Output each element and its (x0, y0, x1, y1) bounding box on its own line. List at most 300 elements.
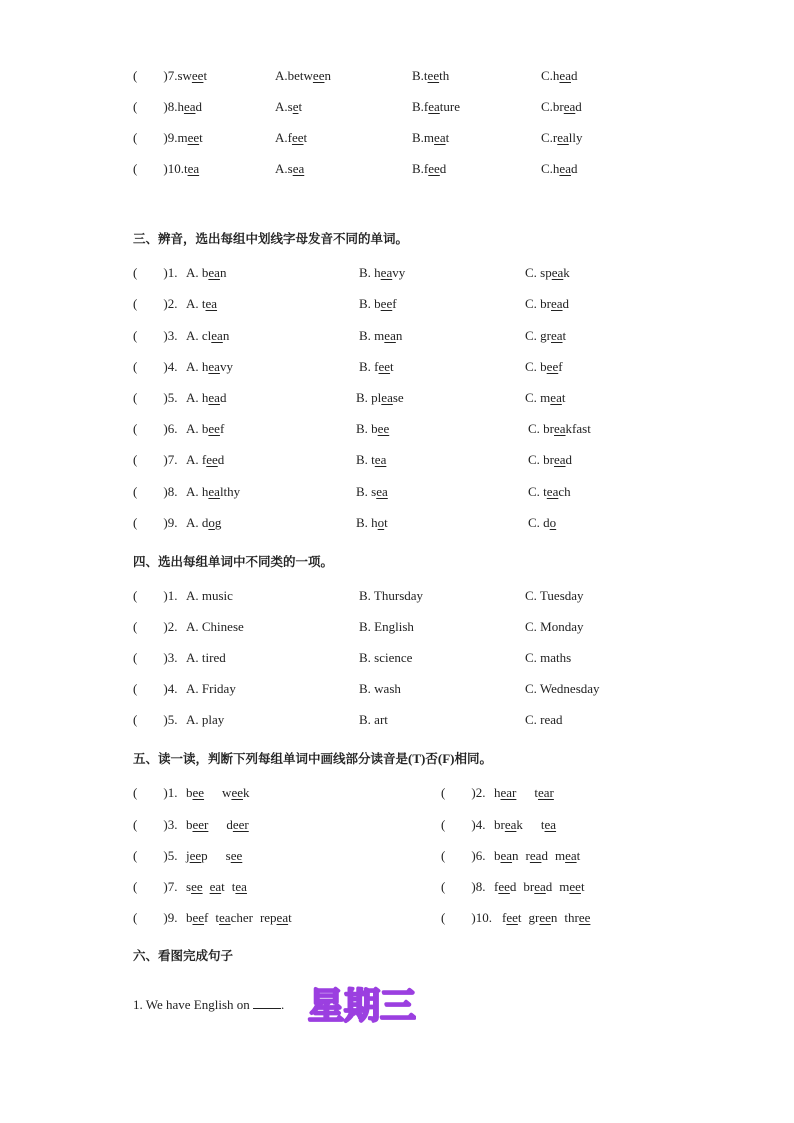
underlined-letters: ee (208, 421, 220, 436)
question-number: 8. (167, 99, 178, 114)
underlined-letters: ee (498, 879, 510, 894)
question-row (0, 263, 794, 283)
question-row (0, 66, 794, 86)
answer-blank[interactable] (133, 710, 177, 730)
word-part: lly (568, 130, 583, 145)
sentence-text: 1. We have English on (133, 997, 250, 1012)
word-part: f (204, 910, 209, 925)
word (534, 785, 554, 800)
open-paren: ( (133, 99, 138, 114)
option-a: A. Friday (186, 681, 236, 696)
option-a: A. tired (186, 650, 226, 665)
word-part: m (554, 848, 566, 863)
underlined-letters: ee (191, 879, 203, 894)
open-paren: ( (133, 359, 138, 374)
underlined-letters: ee (206, 452, 218, 467)
close-paren: ) (163, 421, 168, 436)
underlined-letters: ea (551, 265, 564, 280)
word-part: t (221, 879, 225, 894)
open-paren: ( (133, 265, 138, 280)
open-paren: ( (441, 785, 446, 800)
word-part: d (541, 848, 548, 863)
word-group (186, 815, 267, 835)
underlined-letters: ea (551, 328, 563, 343)
answer-blank[interactable] (133, 159, 199, 179)
question-number: 10. (167, 161, 184, 176)
word (529, 910, 558, 925)
underlined-letters: ee (191, 68, 204, 83)
question-row (0, 908, 794, 928)
answer-blank[interactable] (441, 908, 492, 928)
underlined-letters: ea (292, 161, 305, 176)
word (186, 848, 208, 863)
word-part: A. cl (186, 328, 212, 343)
underlined-letters: ear (500, 785, 517, 800)
close-paren: ) (163, 848, 168, 863)
option-c (541, 66, 577, 86)
word-part: thr (564, 910, 579, 925)
word (494, 848, 519, 863)
word-part: t (390, 359, 394, 374)
word-part: A. d (186, 515, 209, 530)
answer-blank[interactable] (133, 846, 177, 866)
word-part: t (562, 328, 567, 343)
word-part: C. br (525, 296, 551, 311)
question-word (184, 161, 199, 176)
word-part: r (525, 848, 530, 863)
question-number: 2. (167, 619, 178, 634)
underlined-letters: ee (187, 130, 200, 145)
option-c (528, 419, 591, 439)
underlined-letters: ea (534, 879, 546, 894)
word-part: A.betw (275, 68, 313, 83)
question-row (0, 294, 794, 314)
underlined-letters: ee (539, 910, 551, 925)
open-paren: ( (133, 484, 138, 499)
heading-part: (F) (437, 751, 455, 766)
underlined-letters: ea (554, 452, 566, 467)
question-number: 2. (167, 296, 178, 311)
word-part: d (575, 99, 582, 114)
underlined-letters: ea (208, 265, 220, 280)
underlined-letters: ee (231, 785, 243, 800)
option-a (186, 388, 226, 408)
word-part: b (186, 785, 193, 800)
word (494, 785, 516, 800)
word-part: A.s (275, 99, 293, 114)
word (541, 817, 556, 832)
underlined-letters: ea (550, 390, 562, 405)
underlined-letters: ee (192, 785, 205, 800)
option-c (528, 482, 571, 502)
option-c: C. maths (525, 650, 572, 665)
word-part: B. h (359, 265, 381, 280)
sentence-end: . (281, 997, 285, 1012)
word-part: n (222, 328, 230, 343)
option-b (356, 419, 389, 439)
open-paren: ( (133, 328, 138, 343)
word-part: t (445, 130, 450, 145)
question-row (0, 846, 794, 866)
word-part: t (534, 785, 538, 800)
underlined-letters: ea (205, 296, 218, 311)
answer-blank[interactable] (133, 815, 177, 835)
option-a (275, 159, 304, 179)
question-number: 3. (167, 650, 178, 665)
option-c (525, 263, 570, 283)
question-row (0, 128, 794, 148)
word-part: cher (230, 910, 253, 925)
word-part: d (562, 296, 570, 311)
word-part: t (561, 390, 566, 405)
option-a (186, 513, 221, 533)
question-row (0, 419, 794, 439)
answer-blank[interactable] (133, 586, 177, 606)
question-number: 8. (167, 484, 178, 499)
picture-text: 星期三 (308, 986, 416, 1027)
answer-blank[interactable] (133, 66, 207, 86)
word-part: th (439, 68, 450, 83)
word (555, 848, 580, 863)
question-number: 7. (167, 452, 178, 467)
option-a (275, 128, 307, 148)
answer-blank[interactable] (133, 97, 202, 117)
word-group (502, 908, 597, 928)
underlined-letters: ea (276, 910, 289, 925)
question-row (0, 513, 794, 533)
close-paren: ) (163, 588, 168, 603)
option-a (186, 419, 224, 439)
question-word (177, 68, 207, 83)
wednesday-picture-art (306, 978, 416, 1028)
question-number: 5. (167, 848, 178, 863)
underlined-letters: ea (434, 130, 446, 145)
underlined-letters: ea (563, 99, 576, 114)
word-part: ture (439, 99, 461, 114)
heading-part: 否 (425, 751, 438, 766)
word-part: A. t (186, 296, 206, 311)
word-part: t (199, 130, 203, 145)
word-part: d (195, 99, 202, 114)
wednesday-picture (306, 978, 416, 1028)
option-a: A. Chinese (186, 619, 244, 634)
open-paren: ( (133, 910, 138, 925)
question-row (0, 586, 794, 606)
underlined-letters: ea (559, 68, 571, 83)
open-paren: ( (133, 712, 138, 727)
word-part: j (186, 848, 190, 863)
word-part: f (502, 910, 507, 925)
word-part: A. h (186, 484, 209, 499)
word-part: d (570, 68, 578, 83)
word (186, 879, 203, 894)
word-group (186, 846, 260, 866)
word-part: C. d (528, 515, 550, 530)
open-paren: ( (133, 452, 138, 467)
option-b: B. wash (359, 681, 401, 696)
close-paren: ) (163, 484, 168, 499)
word-part: se (392, 390, 404, 405)
word-part: B. s (356, 484, 377, 499)
answer-blank[interactable] (133, 679, 177, 699)
word-part: b (186, 817, 193, 832)
answer-blank[interactable] (441, 877, 485, 897)
underlined-letters: ee (378, 359, 391, 374)
word-part: C. sp (525, 265, 552, 280)
open-paren: ( (441, 910, 446, 925)
heading-part: 相同。 (454, 751, 492, 766)
word-part: n (512, 848, 519, 863)
word-part: d (545, 879, 553, 894)
word-part: m (177, 130, 188, 145)
underlined-letters: ea (187, 161, 200, 176)
underlined-letters: ea (208, 359, 220, 374)
question-number: 8. (475, 879, 486, 894)
word-part: w (222, 785, 232, 800)
word-part: A. h (186, 359, 209, 374)
heading-part: 五、读一读，判断下列每组单词中画线部分读音是 (133, 751, 409, 766)
underlined-letters: ea (384, 328, 396, 343)
word-part: f (392, 296, 397, 311)
word-part: rep (259, 910, 277, 925)
word-part: gr (528, 910, 540, 925)
word-part: k (242, 785, 250, 800)
option-a (186, 357, 233, 377)
fill-sentence (133, 996, 284, 1013)
underlined-letters: ear (538, 785, 554, 800)
close-paren: ) (163, 296, 168, 311)
underlined-letters: ee (189, 848, 202, 863)
answer-blank[interactable] (441, 783, 485, 803)
underlined-letters: ea (529, 848, 542, 863)
word (494, 879, 516, 894)
underlined-letters: ee (428, 161, 440, 176)
question-row (0, 97, 794, 117)
question-row (0, 326, 794, 346)
word-part: t (298, 99, 303, 114)
question-row (0, 450, 794, 470)
word-part: h (494, 785, 501, 800)
option-b (356, 388, 404, 408)
underlined-letters: ee (377, 421, 390, 436)
answer-blank[interactable] (133, 419, 177, 439)
question-number: 4. (167, 681, 178, 696)
word-part: A. b (186, 421, 209, 436)
underlined-letters: ea (554, 421, 566, 436)
open-paren: ( (133, 390, 138, 405)
close-paren: ) (471, 910, 476, 925)
word-part: A.s (275, 161, 293, 176)
answer-blank[interactable] (133, 617, 177, 637)
word-part: d (217, 452, 225, 467)
word-part: B. f (359, 359, 379, 374)
word (564, 910, 590, 925)
underlined-letters: ea (544, 817, 557, 832)
answer-blank[interactable] (133, 294, 177, 314)
close-paren: ) (163, 359, 168, 374)
word-part: t (517, 910, 522, 925)
underlined-letters: ee (546, 359, 559, 374)
open-paren: ( (133, 650, 138, 665)
answer-line[interactable] (253, 996, 281, 1009)
question-number: 9. (167, 130, 178, 145)
open-paren: ( (133, 68, 138, 83)
close-paren: ) (471, 785, 476, 800)
word-group (494, 815, 574, 835)
answer-blank[interactable] (441, 815, 485, 835)
section-heading (133, 749, 492, 767)
underlined-letters: ea (565, 848, 577, 863)
underlined-letters: ea (208, 484, 220, 499)
close-paren: ) (471, 879, 476, 894)
word-part: B. t (356, 452, 375, 467)
answer-blank[interactable] (133, 357, 177, 377)
word-part: d (570, 161, 578, 176)
answer-blank[interactable] (133, 648, 177, 668)
underlined-letters: ea (500, 848, 513, 863)
word-part: d (226, 817, 233, 832)
underlined-letters: ee (291, 130, 304, 145)
close-paren: ) (163, 619, 168, 634)
question-row (0, 783, 794, 803)
word-part: A. b (186, 265, 209, 280)
word (523, 879, 552, 894)
word-part: br (523, 879, 535, 894)
open-paren: ( (133, 848, 138, 863)
word-part: A. h (186, 390, 209, 405)
open-paren: ( (133, 879, 138, 894)
answer-blank[interactable] (133, 326, 177, 346)
question-row (0, 159, 794, 179)
option-b (359, 263, 405, 283)
close-paren: ) (163, 99, 168, 114)
option-b (359, 294, 397, 314)
close-paren: ) (163, 910, 168, 925)
underlined-letters: eer (232, 817, 249, 832)
word-part: br (494, 817, 505, 832)
word-part: C.h (541, 161, 560, 176)
question-number: 6. (167, 421, 178, 436)
option-c (541, 128, 583, 148)
option-b (356, 482, 388, 502)
question-row (0, 357, 794, 377)
underlined-letters: ea (551, 296, 563, 311)
question-row (0, 617, 794, 637)
word-part: kfast (565, 421, 591, 436)
answer-blank[interactable] (133, 128, 203, 148)
option-a (186, 263, 226, 283)
word-part: t (183, 161, 188, 176)
word-part: n (395, 328, 403, 343)
option-a (186, 450, 224, 470)
option-c: C. read (525, 712, 563, 727)
word-part: g (214, 515, 222, 530)
underlined-letters: ea (208, 390, 220, 405)
question-row (0, 388, 794, 408)
option-a: A. music (186, 588, 233, 603)
answer-blank[interactable] (133, 908, 177, 928)
question-number: 5. (167, 390, 178, 405)
question-number: 10. (475, 910, 492, 925)
option-a: A. play (186, 712, 225, 727)
question-number: 1. (167, 785, 178, 800)
open-paren: ( (133, 161, 138, 176)
question-number: 5. (167, 712, 178, 727)
close-paren: ) (163, 328, 168, 343)
option-c (541, 97, 582, 117)
answer-blank[interactable] (133, 783, 177, 803)
underlined-letters: ea (381, 390, 393, 405)
answer-blank[interactable] (133, 513, 177, 533)
word (260, 910, 292, 925)
word (226, 848, 243, 863)
word (210, 879, 225, 894)
question-number: 3. (167, 817, 178, 832)
word-part: B.m (412, 130, 435, 145)
question-word (177, 99, 202, 114)
word-part: vy (219, 359, 233, 374)
section-heading: 六、看图完成句子 (133, 948, 234, 963)
option-c (528, 450, 572, 470)
word-part: sw (177, 68, 192, 83)
close-paren: ) (163, 452, 168, 467)
word (494, 817, 523, 832)
answer-blank[interactable] (133, 877, 177, 897)
word-part: b (494, 848, 501, 863)
word (186, 785, 204, 800)
close-paren: ) (163, 130, 168, 145)
word-part: t (288, 910, 292, 925)
word-part: d (509, 879, 517, 894)
word-part: B. m (359, 328, 385, 343)
option-c (525, 388, 565, 408)
question-number: 7. (167, 879, 178, 894)
question-number: 7. (167, 68, 178, 83)
underlined-letters: ea (557, 130, 569, 145)
word-part: d (439, 161, 447, 176)
answer-blank[interactable] (441, 846, 485, 866)
word-group (186, 908, 299, 928)
question-row (0, 710, 794, 730)
question-number: 9. (167, 910, 178, 925)
word-part: ch (558, 484, 571, 499)
close-paren: ) (163, 390, 168, 405)
word (186, 817, 208, 832)
close-paren: ) (471, 848, 476, 863)
word-part: s (186, 879, 192, 894)
answer-blank[interactable] (133, 388, 177, 408)
answer-blank[interactable] (133, 482, 177, 502)
answer-blank[interactable] (133, 450, 177, 470)
option-c (525, 294, 569, 314)
close-paren: ) (471, 817, 476, 832)
question-number: 3. (167, 328, 178, 343)
word-group (494, 846, 587, 866)
option-c (528, 513, 556, 533)
underlined-letters: ea (546, 484, 559, 499)
word-part: C. br (528, 421, 554, 436)
heading-part: (T) (408, 751, 426, 766)
question-number: 9. (167, 515, 178, 530)
word-part: h (177, 99, 184, 114)
underlined-letters: o (208, 515, 215, 530)
close-paren: ) (163, 650, 168, 665)
word (502, 910, 522, 925)
word-group (494, 877, 592, 897)
open-paren: ( (441, 848, 446, 863)
close-paren: ) (163, 712, 168, 727)
answer-blank[interactable] (133, 263, 177, 283)
